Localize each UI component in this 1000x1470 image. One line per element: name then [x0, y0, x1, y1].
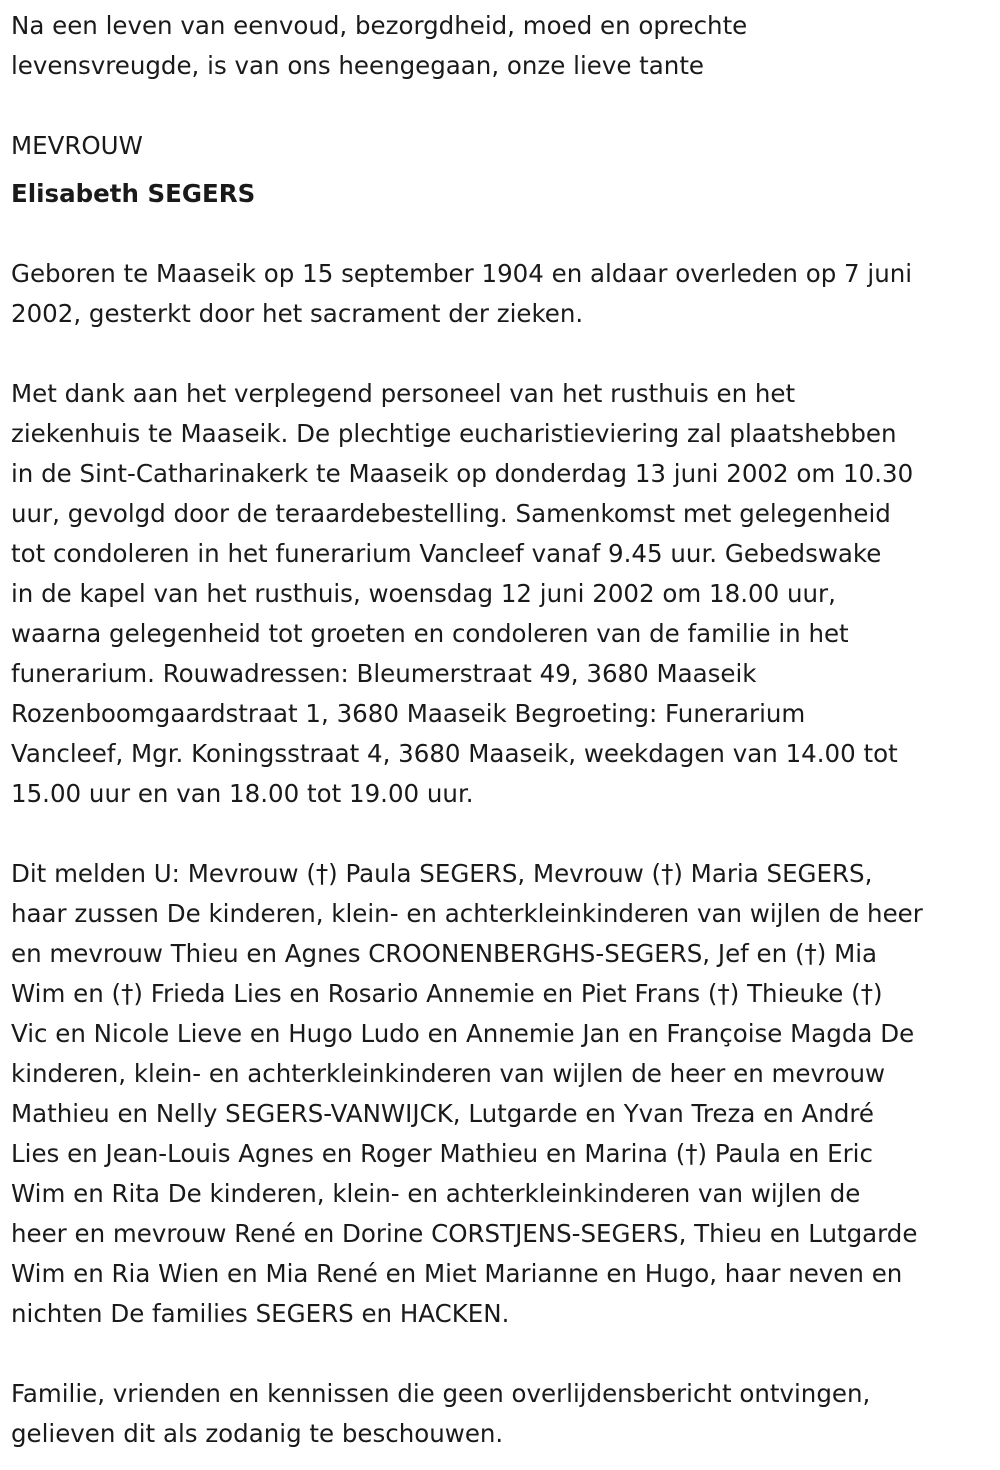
- details-paragraph: Met dank aan het verplegend personeel van het rusthuis en het ziekenhuis te Maaseik. De plechtige eucharistieviering zal plaatshebben in de Sint-Catharinakerk te Maaseik op donderdag 13 juni 2002 om 10.30 uur, gevolgd door de teraardebestelling. Samenkomst met gelegenheid tot condoleren in het funerarium Vancleef vanaf 9.45 uur. Gebedswake in de kapel van het rusthuis, woensdag 12 juni 2002 om 18.00 uur, waarna gelegenheid tot groeten en condoleren van de familie in het funerarium. Rouwadressen: Bleumerstraat 49, 3680 Maaseik Rozenboomgaardstraat 1, 3680 Maaseik Begroeting: Funerarium Vancleef, Mgr. Koningsstraat 4, 3680 Maaseik, weekdagen van 14.00 tot 15.00 uur en van 18.00 tot 19.00 uur.: [11, 379, 914, 808]
- intro-paragraph: Na een leven van eenvoud, bezorgdheid, moed en oprechte levensvreugde, is van ons heengegaan, onze lieve tante: [11, 11, 748, 80]
- family-paragraph: Dit melden U: Mevrouw (†) Paula SEGERS, Mevrouw (†) Maria SEGERS, haar zussen De kinderen, klein- en achterkleinkinderen van wijlen de heer en mevrouw Thieu en Agnes CROONENBERGHS-SEGERS, Jef en (†) Mia Wim en (†) Frieda Lies en Rosario Annemie en Piet Frans (†) Thieuke (†) Vic en Nicole Lieve en Hugo Ludo en Annemie Jan en Françoise Magda De kinderen, klein- en achterkleinkinderen van wijlen de heer en mevrouw Mathieu en Nelly SEGERS-VANWIJCK, Lutgarde en Yvan Treza en André Lies en Jean-Louis Agnes en Roger Mathieu en Marina (†) Paula en Eric Wim en Rita De kinderen, klein- en achterkleinkinderen van wijlen de heer en mevrouw René en Dorine CORSTJENS-SEGERS, Thieu en Lutgarde Wim en Ria Wien en Mia René en Miet Marianne en Hugo, haar neven en nichten De families SEGERS en HACKEN.: [11, 859, 923, 1328]
- deceased-name: Elisabeth SEGERS: [11, 179, 256, 208]
- salutation: MEVROUW: [11, 131, 143, 160]
- closing-paragraph: Familie, vrienden en kennissen die geen overlijdensbericht ontvingen, gelieven dit als zodanig te beschouwen.: [11, 1379, 871, 1448]
- birth-death-paragraph: Geboren te Maaseik op 15 september 1904 en aldaar overleden op 7 juni 2002, gesterkt door het sacrament der zieken.: [11, 259, 913, 328]
- obituary-document: [11, 6, 993, 1454]
